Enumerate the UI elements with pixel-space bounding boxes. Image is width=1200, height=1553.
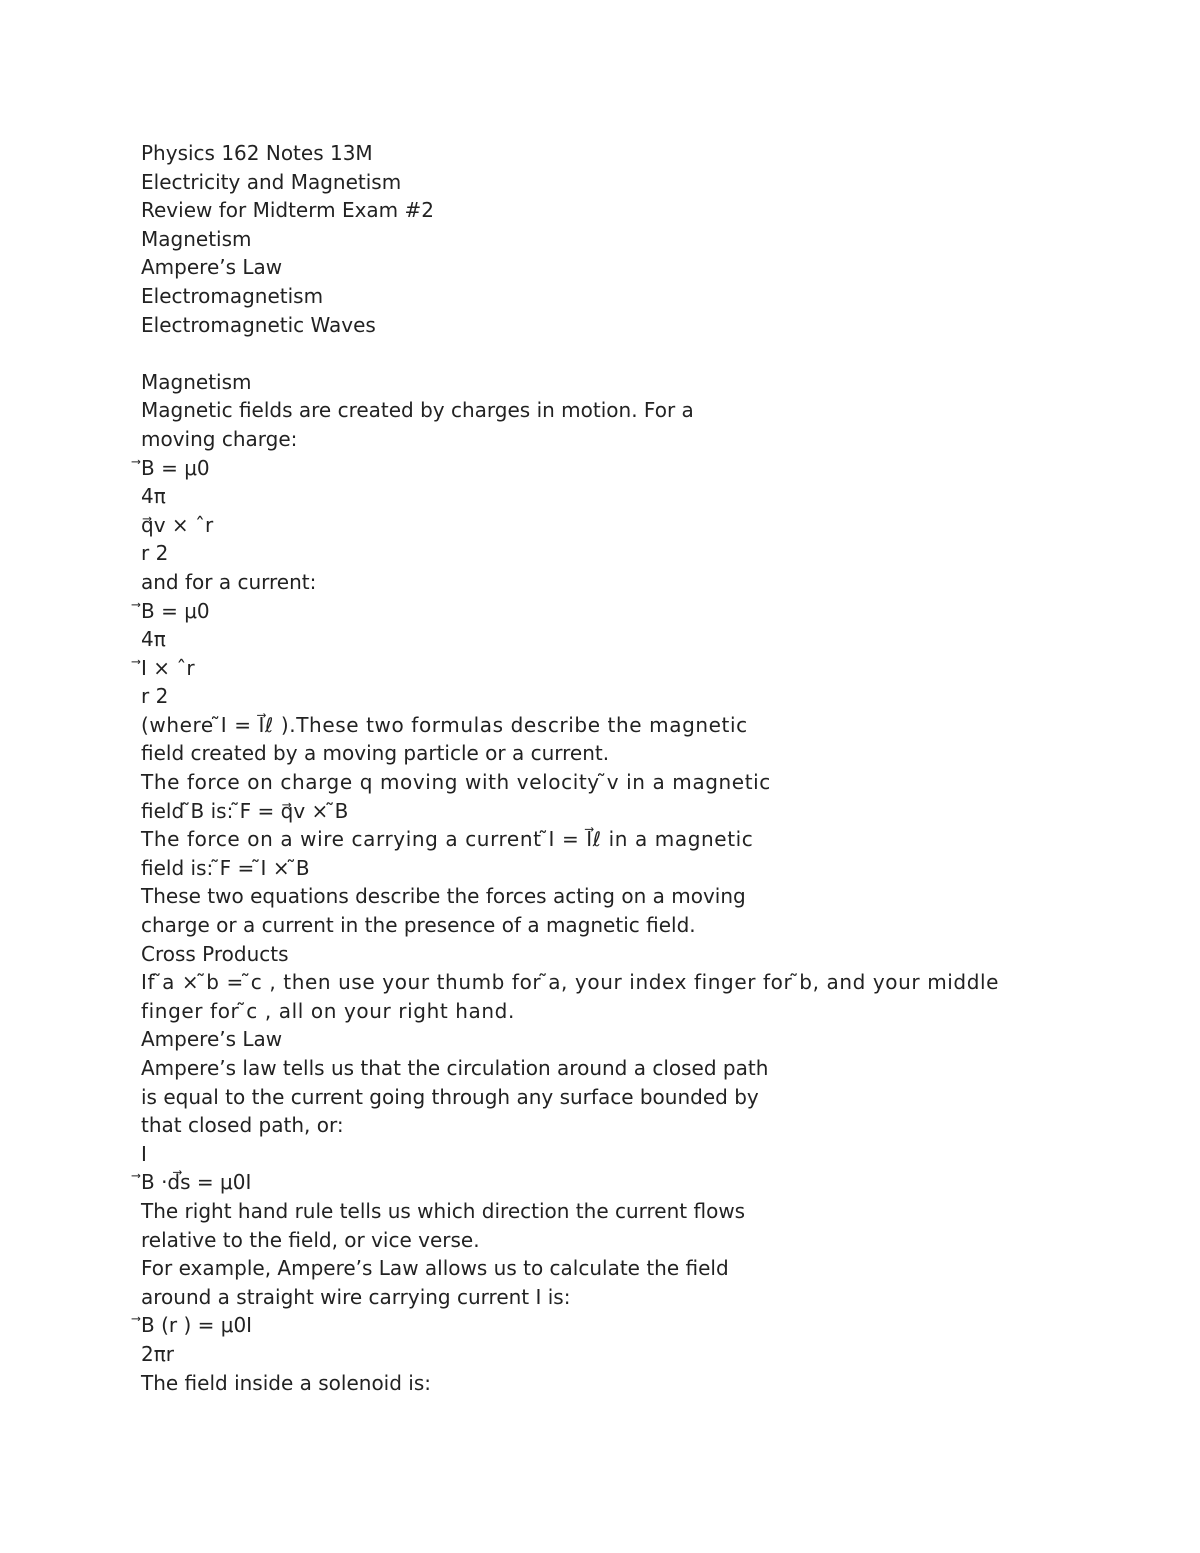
paragraph-line: moving charge:	[141, 426, 298, 451]
section-heading-cross-products: Cross Products	[141, 941, 289, 966]
paragraph-line: These two equations describe the forces acting on a moving	[141, 884, 746, 909]
paragraph-line: finger for ̃c , all on your right hand.	[141, 998, 515, 1023]
doc-subtitle: Electricity and Magnetism	[141, 169, 402, 194]
paragraph-line: The right hand rule tells us which direction the current flows	[141, 1198, 746, 1223]
equation-line: ⃗B ·d⃗s = μ0I	[141, 1170, 252, 1195]
equation-line: I	[141, 1141, 147, 1166]
equation-line: field ̃B is: ̃F = q⃗v × ̃B	[141, 798, 349, 823]
equation-line: 4π	[141, 484, 166, 509]
toc-item-amperes-law: Ampere’s Law	[141, 255, 283, 280]
equation-line: ⃗B (r ) = μ0I	[141, 1313, 253, 1338]
paragraph-line: The force on charge q moving with velocity ̃v in a magnetic	[141, 770, 771, 795]
paragraph-line: and for a current:	[141, 569, 317, 594]
paragraph-line: field created by a moving particle or a current.	[141, 741, 610, 766]
paragraph-line: The force on a wire carrying a current ̃I = I⃗ℓ in a magnetic	[141, 827, 754, 852]
document-text	[141, 139, 1121, 1397]
paragraph-line: that closed path, or:	[141, 1113, 344, 1138]
equation-line: ⃗B = μ0	[141, 598, 210, 623]
toc-item-electromagnetism: Electromagnetism	[141, 283, 324, 308]
paragraph-line: around a straight wire carrying current I is:	[141, 1284, 571, 1309]
paragraph-line: relative to the field, or vice verse.	[141, 1227, 480, 1252]
doc-title: Physics 162 Notes 13M	[141, 141, 373, 165]
paragraph-line: If ̃a × ̃b = ̃c , then use your thumb for ̃a, your index finger for ̃b, and your middle	[141, 970, 1000, 995]
equation-line: ⃗B = μ0	[141, 455, 210, 480]
toc-item-magnetism: Magnetism	[141, 226, 252, 251]
paragraph-line: For example, Ampere’s Law allows us to calculate the field	[141, 1256, 729, 1281]
equation-line: ⃗I × ˆr	[141, 655, 195, 680]
equation-line: 2πr	[141, 1341, 174, 1366]
section-heading-amperes-law: Ampere’s Law	[141, 1027, 283, 1052]
section-heading-magnetism: Magnetism	[141, 369, 252, 394]
equation-line: 4π	[141, 627, 166, 652]
toc-item-em-waves: Electromagnetic Waves	[141, 312, 376, 337]
doc-review-line: Review for Midterm Exam #2	[141, 198, 434, 223]
blank-line	[141, 339, 1121, 368]
paragraph-line: charge or a current in the presence of a magnetic field.	[141, 913, 696, 938]
paragraph-line: is equal to the current going through any surface bounded by	[141, 1084, 759, 1109]
equation-line: r 2	[141, 541, 169, 566]
equation-line: field is: ̃F = ̃I × ̃B	[141, 855, 310, 880]
paragraph-line: (where ̃I = I⃗ℓ ).These two formulas describe the magnetic	[141, 712, 748, 737]
paragraph-line: Magnetic fields are created by charges in motion. For a	[141, 398, 694, 423]
equation-line: q⃗v × ˆr	[141, 512, 214, 537]
equation-line: r 2	[141, 684, 169, 709]
paragraph-line: Ampere’s law tells us that the circulation around a closed path	[141, 1056, 769, 1080]
paragraph-line: The field inside a solenoid is:	[141, 1370, 431, 1395]
